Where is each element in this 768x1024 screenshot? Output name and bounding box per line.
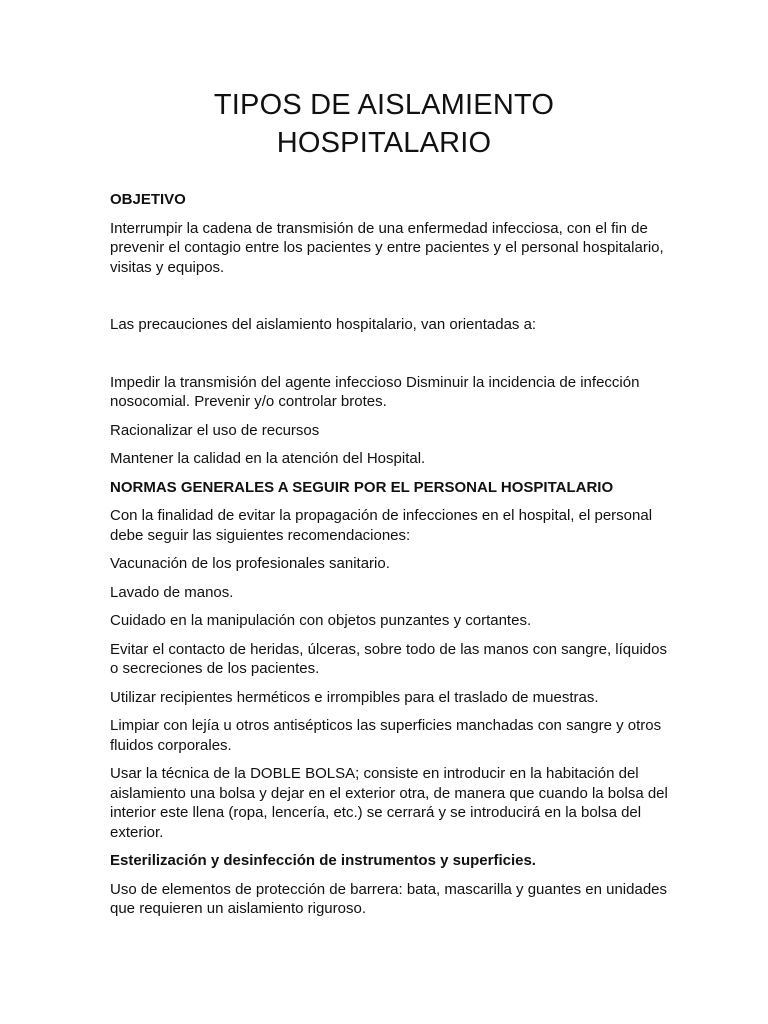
document-title — [0, 86, 768, 162]
paragraph-racionalizar: Racionalizar el uso de recursos — [110, 421, 320, 439]
paragraph-esterilizacion: Esterilización y desinfección de instrumentos y superficies. — [110, 852, 536, 869]
paragraph-limpiar: Limpiar con lejía u otros antisépticos las superficies manchadas con sangre y otros fluidos corporales. — [110, 717, 662, 754]
paragraph-precauciones-intro: Las precauciones del aislamiento hospitalario, van orientadas a: — [110, 316, 537, 333]
paragraph-barrera: Uso de elementos de protección de barrera: bata, mascarilla y guantes en unidades que requieren un aislamiento riguroso. — [110, 880, 667, 917]
title-line-1: TIPOS DE AISLAMIENTO — [213, 89, 555, 121]
document-body — [110, 190, 670, 928]
paragraph-normas-intro: Con la finalidad de evitar la propagación de infecciones en el hospital, el personal debe seguir las siguientes recomendaciones: — [110, 507, 653, 544]
paragraph-vacunacion: Vacunación de los profesionales sanitario. — [110, 555, 390, 572]
paragraph-evitar: Evitar el contacto de heridas, úlceras, sobre todo de las manos con sangre, líquidos o secreciones de los pacientes. — [110, 640, 667, 677]
section-heading-normas: NORMAS GENERALES A SEGUIR POR EL PERSONAL HOSPITALARIO — [110, 478, 614, 496]
section-heading-objetivo: OBJETIVO — [110, 191, 186, 208]
paragraph-lavado: Lavado de manos. — [110, 583, 234, 601]
title-line-2: HOSPITALARIO — [276, 127, 492, 159]
paragraph-doble-bolsa: Usar la técnica de la DOBLE BOLSA; consiste en introducir en la habitación del aislamiento una bolsa y dejar en el exterior otra, de manera que cuando la bolsa del interior este llena (ropa, lencería, etc.) se cerrará y se introducirá en la bolsa del exterior. — [110, 765, 668, 841]
paragraph-objetivo: Interrumpir la cadena de transmisión de una enfermedad infecciosa, con el fin de prevenir el contagio entre los pacientes y entre pacientes y el personal hospitalario, visitas y equipos. — [110, 219, 664, 276]
paragraph-impedir: Impedir la transmisión del agente infeccioso Disminuir la incidencia de infección nosocomial. Prevenir y/o controlar brotes. — [110, 373, 640, 410]
paragraph-mantener: Mantener la calidad en la atención del Hospital. — [110, 450, 426, 467]
paragraph-cuidado: Cuidado en la manipulación con objetos punzantes y cortantes. — [110, 612, 532, 629]
paragraph-utilizar: Utilizar recipientes herméticos e irrompibles para el traslado de muestras. — [110, 688, 599, 706]
